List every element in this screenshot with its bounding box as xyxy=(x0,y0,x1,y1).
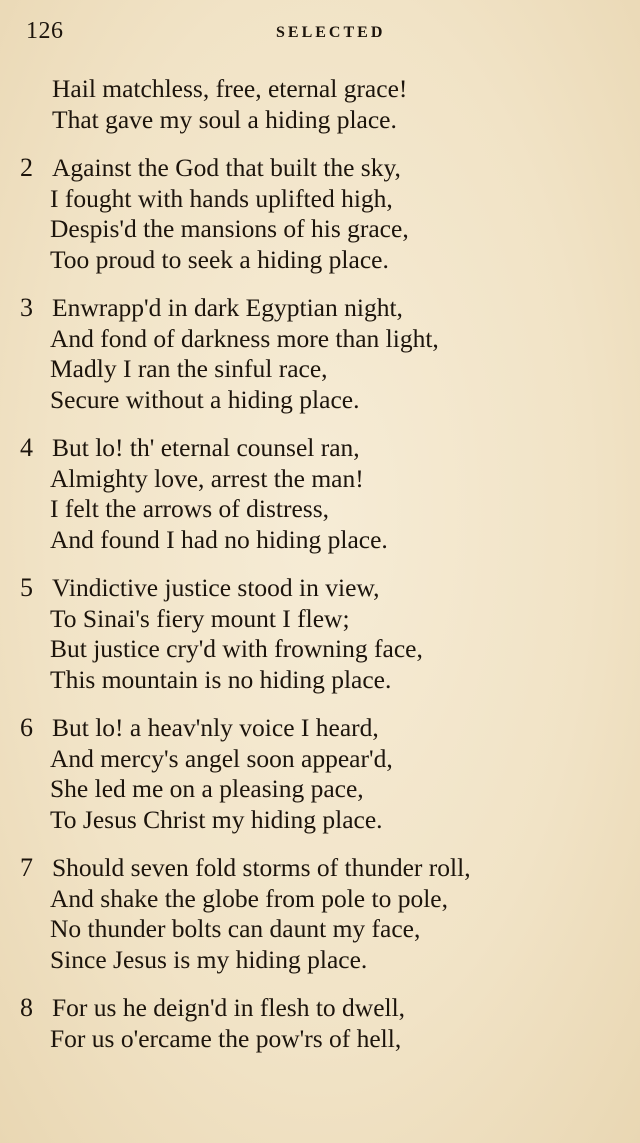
stanza-line: And found I had no hiding place. xyxy=(50,524,388,554)
stanza-number: 6 xyxy=(20,713,33,742)
stanza-line: Vindictive justice stood in view, xyxy=(52,573,380,602)
stanza-line: But justice cry'd with frowning face, xyxy=(50,634,423,663)
stanza-line: I felt the arrows of distress, xyxy=(50,494,330,523)
stanza-1 xyxy=(0,74,640,135)
stanza-number: 4 xyxy=(20,433,33,462)
stanza-number: 2 xyxy=(20,153,33,182)
stanza-line: Almighty love, arrest the man! xyxy=(50,463,364,493)
stanza-4 xyxy=(0,433,640,555)
stanza-line: Despis'd the mansions of his grace, xyxy=(50,214,409,243)
stanza-line: Secure without a hiding place. xyxy=(50,384,360,414)
stanza-line: She led me on a pleasing pace, xyxy=(50,774,364,803)
stanza-line: To Jesus Christ my hiding place. xyxy=(50,804,383,834)
stanza-line: Hail matchless, free, eternal grace! xyxy=(52,74,408,103)
stanza-line: And fond of darkness more than light, xyxy=(50,323,439,353)
stanza-line: But lo! th' eternal counsel ran, xyxy=(52,433,360,462)
stanza-number: 8 xyxy=(20,993,33,1022)
stanza-line: Too proud to seek a hiding place. xyxy=(50,244,389,274)
stanza-line: And shake the globe from pole to pole, xyxy=(50,883,448,913)
stanza-line: No thunder bolts can daunt my face, xyxy=(50,914,421,943)
stanza-line: But lo! a heav'nly voice I heard, xyxy=(52,713,379,742)
stanza-6 xyxy=(0,713,640,835)
stanza-number: 7 xyxy=(20,853,33,882)
stanza-number: 5 xyxy=(20,573,33,602)
stanza-line: And mercy's angel soon appear'd, xyxy=(50,743,393,773)
stanza-8 xyxy=(0,993,640,1054)
stanza-3 xyxy=(0,293,640,415)
stanza-line: I fought with hands uplifted high, xyxy=(50,183,393,213)
hymn-text xyxy=(0,74,640,1072)
stanza-line: Since Jesus is my hiding place. xyxy=(50,944,368,974)
running-head: SELECTED xyxy=(276,24,386,41)
stanza-line: For us he deign'd in flesh to dwell, xyxy=(52,993,406,1022)
stanza-line: This mountain is no hiding place. xyxy=(50,664,392,694)
stanza-line: Against the God that built the sky, xyxy=(52,153,401,182)
stanza-2 xyxy=(0,153,640,275)
stanza-number: 3 xyxy=(20,293,33,322)
stanza-line: To Sinai's fiery mount I flew; xyxy=(50,603,350,633)
stanza-7 xyxy=(0,853,640,975)
stanza-5 xyxy=(0,573,640,695)
page-number: 126 xyxy=(26,18,64,44)
stanza-line: That gave my soul a hiding place. xyxy=(52,104,397,134)
stanza-line: Should seven fold storms of thunder roll, xyxy=(52,853,471,882)
stanza-line: Madly I ran the sinful race, xyxy=(50,354,328,383)
stanza-line: For us o'ercame the pow'rs of hell, xyxy=(50,1023,402,1053)
stanza-line: Enwrapp'd in dark Egyptian night, xyxy=(52,293,403,322)
